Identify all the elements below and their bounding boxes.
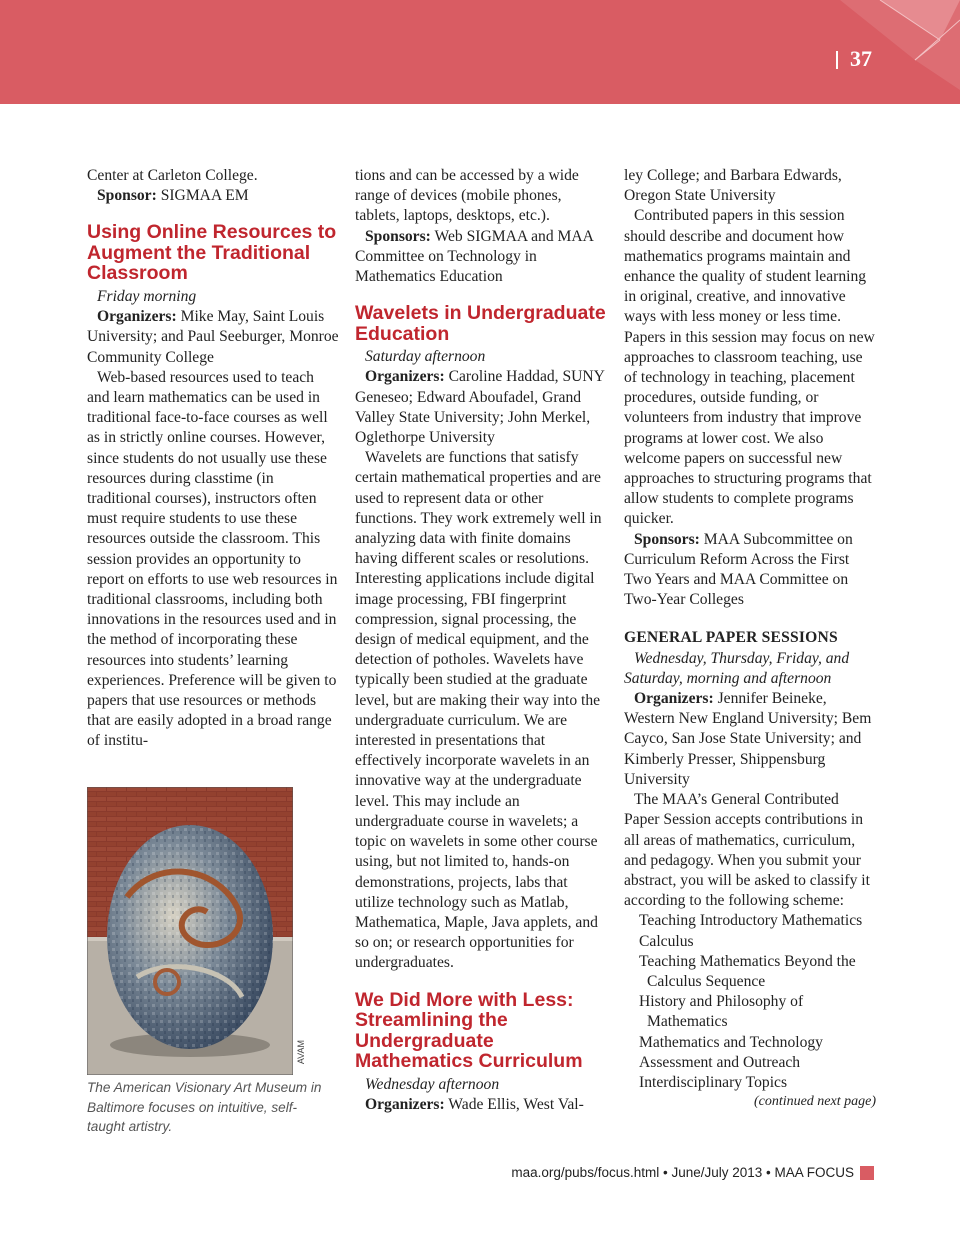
sponsors-line bbox=[624, 530, 876, 611]
organizers-label: Organizers: bbox=[97, 308, 177, 326]
organizers-line bbox=[624, 689, 876, 790]
session-body: Wavelets are functions that satisfy certain mathematical properties and are used to represent data or other functions. They work extremely well in analyzing data with finite domains having different scales or resolutions. Interesting applications include digital image processing, FBI fingerprint compression, signal processing, the design of medical equipment, and the detection of potholes. Wavelets have typically been studied at the graduate level, but are making their way into the undergraduate curriculum. We are interested in presentations that effectively incorporate wavelets in an innovative way at the undergraduate level. This may include an undergraduate course in wavelets; a topic on wavelets in some other course using, but not limited to, hands-on demonstrations, projects, labs that utilize technology such as Matlab, Mathematica, Maple, Java applets, and so on; or research opportunities for undergraduates. bbox=[355, 449, 602, 972]
organizers-label: Organizers: bbox=[365, 368, 445, 386]
session-title-wavelets: Wavelets in Undergraduate Education bbox=[355, 302, 606, 345]
session-title-online-resources: Using Online Resources to Augment the Traditional Classroom bbox=[87, 221, 337, 285]
section-title-general-paper-sessions: GENERAL PAPER SESSIONS bbox=[624, 629, 838, 647]
session-time: Friday morning bbox=[97, 287, 197, 305]
geometric-decoration bbox=[820, 0, 960, 104]
continued-note: (continued next page) bbox=[753, 1094, 876, 1110]
sponsor-value: SIGMAA EM bbox=[156, 187, 249, 205]
column-1 bbox=[87, 166, 339, 752]
sponsors-line bbox=[355, 227, 608, 288]
sponsors-label: Sponsors: bbox=[365, 227, 431, 245]
sponsors-label: Sponsors: bbox=[634, 530, 700, 548]
organizers-line bbox=[355, 367, 608, 448]
scheme-item: History and Philosophy of Mathematics bbox=[639, 993, 804, 1031]
organizers-value: Mike May, Saint Louis University; and Paul Seeburger, Monroe Community College bbox=[87, 308, 339, 366]
scheme-item: Mathematics and Technology bbox=[639, 1033, 823, 1051]
scheme-item: Interdisciplinary Topics bbox=[639, 1073, 788, 1091]
organizers-line bbox=[87, 307, 339, 368]
scheme-item: Calculus bbox=[639, 932, 694, 950]
session-time: Saturday afternoon bbox=[365, 348, 486, 366]
page-number: 37 bbox=[850, 46, 872, 71]
mosaic-egg-photo bbox=[87, 787, 293, 1075]
organizers-value: Jennifer Beineke, Western New England University; Bem Cayco, San Jose State University; and Kimberly Presser, Shippensburg University bbox=[624, 690, 872, 788]
continued-text: ley College; and Barbara Edwards, Oregon State University bbox=[624, 167, 842, 205]
organizers-value: Caroline Haddad, SUNY Geneseo; Edward Aboufadel, Grand Valley State University; John Merkel, Oglethorpe University bbox=[355, 368, 605, 447]
classification-scheme bbox=[624, 911, 876, 1093]
session-body: Web-based resources used to teach and learn mathematics can be used in traditional face-to-face courses as well as in strictly online courses. However, since students do not usually use these resources during classtime (in traditional courses), instructors often must require students to use these resources outside the classroom. This session provides an opportunity to report on efforts to use web resources in traditional classrooms, including both innovations in the resources used and in the method of incorporating these resources into students’ learning experiences. Preference will be given to papers that use resources or methods that are easily adopted in a broad range of institu- bbox=[87, 368, 338, 750]
sponsor-label: Sponsor: bbox=[97, 187, 157, 205]
continued-text: tions and can be accessed by a wide range of devices (mobile phones, tablets, laptops, desktops, etc.). bbox=[355, 167, 579, 225]
page-number-divider bbox=[836, 51, 838, 69]
session-title-streamlining: We Did More with Less: Streamlining the Undergraduate Mathematics Curriculum bbox=[355, 988, 583, 1073]
intro-line: Center at Carleton College. bbox=[87, 167, 258, 184]
scheme-item: Teaching Mathematics Beyond the Calculus Sequence bbox=[639, 952, 856, 990]
organizers-value: Wade Ellis, West Val- bbox=[444, 1095, 584, 1113]
photo-caption: The American Visionary Art Museum in Baltimore focuses on intuitive, self-taught artistry. bbox=[87, 1080, 322, 1134]
session-body: The MAA’s General Contributed Paper Session accepts contributions in all areas of mathematics, curriculum, and pedagogy. When you submit your abstract, you will be asked to classify it according to the following scheme: bbox=[624, 791, 870, 910]
sponsor-line bbox=[87, 186, 339, 206]
sponsors-value: MAA Subcommittee on Curriculum Reform Across the First Two Years and MAA Committee on Two-Year Colleges bbox=[624, 530, 853, 609]
column-3 bbox=[624, 166, 876, 1110]
column-2 bbox=[355, 166, 608, 1115]
organizers-line bbox=[355, 1095, 608, 1115]
scheme-item: Assessment and Outreach bbox=[639, 1053, 801, 1071]
session-time: Wednesday, Thursday, Friday, and Saturday, morning and afternoon bbox=[624, 649, 850, 687]
session-time: Wednesday afternoon bbox=[365, 1075, 500, 1093]
footer-text: maa.org/pubs/focus.html • June/July 2013 • MAA FOCUS bbox=[511, 1165, 854, 1180]
header-band bbox=[0, 0, 960, 104]
session-body: Contributed papers in this session should describe and document how mathematics programs maintain and enhance the quality of student learning in original, creative, and innovative ways with less money or less time. Papers in this session may focus on new approaches to classroom teaching, use of technology in teaching, placement procedures, outside funding, or volunteers from industry that improve programs at lower cost. We also welcome papers on successful new approaches to structuring programs that allow students to complete programs quicker. bbox=[624, 207, 875, 528]
scheme-item: Teaching Introductory Mathematics bbox=[639, 912, 863, 930]
sponsors-value: Web SIGMAA and MAA Committee on Technology in Mathematics Education bbox=[355, 227, 594, 286]
organizers-label: Organizers: bbox=[634, 690, 714, 708]
footer-square bbox=[860, 1166, 874, 1180]
organizers-label: Organizers: bbox=[365, 1095, 445, 1113]
photo-credit: AVAM bbox=[296, 1040, 306, 1065]
